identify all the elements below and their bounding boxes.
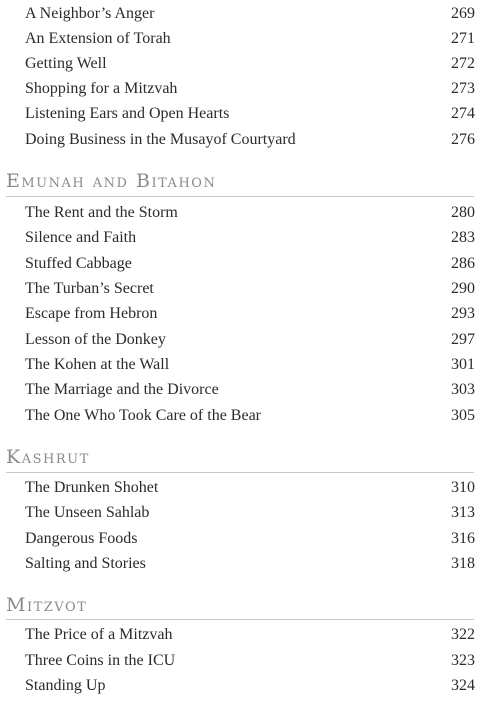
toc-entry[interactable] bbox=[25, 673, 475, 698]
toc-entry-title: The Turban’s Secret bbox=[25, 280, 154, 297]
toc-entry-title: Dangerous Foods bbox=[25, 530, 138, 547]
section-divider bbox=[6, 619, 474, 620]
toc-entry-page: 283 bbox=[451, 229, 475, 246]
toc-entry-page: 323 bbox=[451, 652, 475, 669]
toc-entry-page: 272 bbox=[451, 55, 475, 72]
toc-entry-title: The One Who Took Care of the Bear bbox=[25, 407, 261, 424]
toc-entry[interactable] bbox=[25, 526, 475, 551]
toc-entry-title: Salting and Stories bbox=[25, 555, 146, 572]
toc-entry-page: 293 bbox=[451, 305, 475, 322]
toc-entry-title: Escape from Hebron bbox=[25, 305, 158, 322]
toc-entry[interactable] bbox=[25, 648, 475, 673]
toc-entry[interactable] bbox=[25, 200, 475, 225]
toc-entry[interactable] bbox=[25, 327, 475, 352]
toc-entry[interactable] bbox=[25, 101, 475, 126]
toc-entry-page: 316 bbox=[451, 530, 475, 547]
toc-entry-title: The Kohen at the Wall bbox=[25, 356, 170, 373]
toc-entry[interactable] bbox=[25, 377, 475, 402]
toc-entry[interactable] bbox=[25, 352, 475, 377]
section-heading: Mitzvot bbox=[6, 594, 88, 616]
toc-entry[interactable] bbox=[25, 1, 475, 26]
toc-entry-title: Shopping for a Mitzvah bbox=[25, 80, 178, 97]
toc-entry-title: Getting Well bbox=[25, 55, 107, 72]
toc-entry[interactable] bbox=[25, 225, 475, 250]
toc-entry-page: 303 bbox=[451, 381, 475, 398]
toc-entry-title: Listening Ears and Open Hearts bbox=[25, 105, 230, 122]
toc-entry-page: 301 bbox=[451, 356, 475, 373]
toc-entry[interactable] bbox=[25, 251, 475, 276]
toc-entry-title: Lesson of the Donkey bbox=[25, 331, 166, 348]
toc-entry[interactable] bbox=[25, 551, 475, 576]
toc-entry-title: The Unseen Sahlab bbox=[25, 504, 150, 521]
toc-entry[interactable] bbox=[25, 475, 475, 500]
toc-entry[interactable] bbox=[25, 276, 475, 301]
toc-entry-page: 324 bbox=[451, 677, 475, 694]
toc-entry-page: 274 bbox=[451, 105, 475, 122]
section-heading: Emunah and Bitahon bbox=[6, 170, 217, 192]
toc-entry[interactable] bbox=[25, 76, 475, 101]
toc-entry-title: The Rent and the Storm bbox=[25, 204, 178, 221]
toc-entry-page: 271 bbox=[451, 30, 475, 47]
toc-entry-page: 297 bbox=[451, 331, 475, 348]
toc-entry-title: The Price of a Mitzvah bbox=[25, 626, 173, 643]
toc-entry[interactable] bbox=[25, 127, 475, 152]
toc-entry-title: Silence and Faith bbox=[25, 229, 137, 246]
toc-entry-title: Three Coins in the ICU bbox=[25, 652, 176, 669]
toc-entry-page: 305 bbox=[451, 407, 475, 424]
toc-entry[interactable] bbox=[25, 301, 475, 326]
toc-entry-page: 290 bbox=[451, 280, 475, 297]
toc-entry-page: 313 bbox=[451, 504, 475, 521]
toc-entry-page: 310 bbox=[451, 479, 475, 496]
toc-entry-title: The Marriage and the Divorce bbox=[25, 381, 219, 398]
toc-entry-title: An Extension of Torah bbox=[25, 30, 171, 47]
toc-entry-page: 280 bbox=[451, 204, 475, 221]
toc-entry[interactable] bbox=[25, 622, 475, 647]
toc-entry[interactable] bbox=[25, 500, 475, 525]
toc-entry-title: Standing Up bbox=[25, 677, 106, 694]
section-divider bbox=[6, 196, 474, 197]
toc-entry[interactable] bbox=[25, 51, 475, 76]
toc-entry-title: Stuffed Cabbage bbox=[25, 255, 132, 272]
toc-entry-page: 269 bbox=[451, 5, 475, 22]
toc-entry-page: 322 bbox=[451, 626, 475, 643]
section-heading: Kashrut bbox=[6, 446, 90, 468]
section-divider bbox=[6, 472, 474, 473]
toc-entry-title: The Drunken Shohet bbox=[25, 479, 159, 496]
toc-entry-title: Doing Business in the Musayof Courtyard bbox=[25, 131, 296, 148]
toc-entry-title: A Neighbor’s Anger bbox=[25, 5, 155, 22]
toc-entry[interactable] bbox=[25, 26, 475, 51]
toc-entry-page: 286 bbox=[451, 255, 475, 272]
toc-entry[interactable] bbox=[25, 403, 475, 428]
toc-entry-page: 276 bbox=[451, 131, 475, 148]
toc-entry-page: 273 bbox=[451, 80, 475, 97]
toc-entry-page: 318 bbox=[451, 555, 475, 572]
